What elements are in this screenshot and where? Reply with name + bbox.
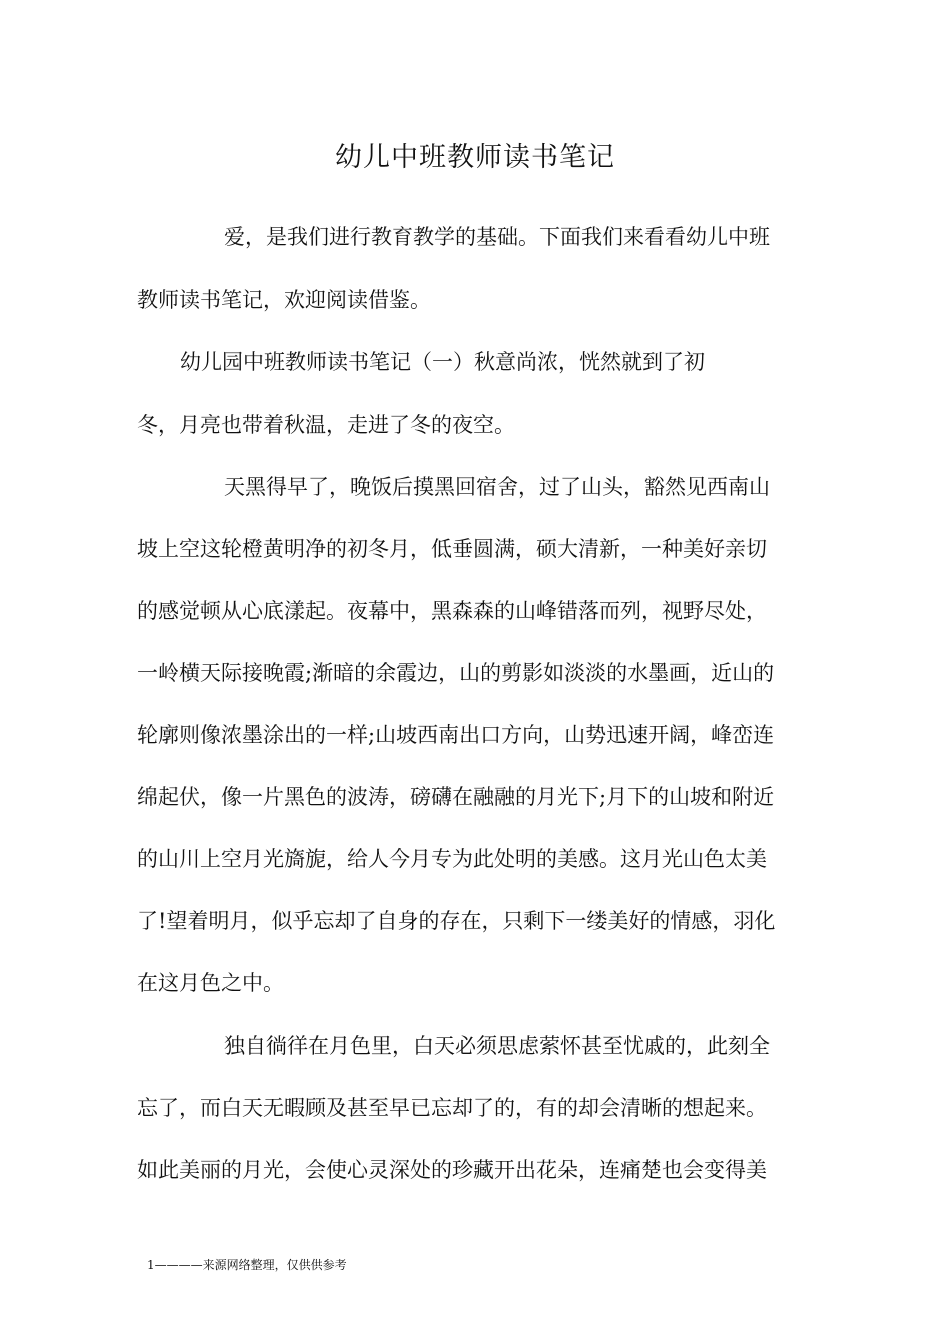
paragraph-line: 教师读书笔记，欢迎阅读借鉴。	[137, 288, 431, 312]
paragraph-line: 忘了，而白天无暇顾及甚至早已忘却了的，有的却会清晰的想起来。	[137, 1096, 767, 1120]
paragraph-line: 绵起伏，像一片黑色的波涛，磅礴在融融的月光下;月下的山坡和附近	[137, 785, 775, 809]
paragraph-line: 轮廓则像浓墨涂出的一样;山坡西南出口方向，山势迅速开阔，峰峦连	[137, 723, 775, 747]
paragraph-line: 如此美丽的月光，会使心灵深处的珍藏开出花朵，连痛楚也会变得美	[137, 1158, 767, 1182]
paragraph-line: 一岭横天际接晚霞;渐暗的余霞边，山的剪影如淡淡的水墨画，近山的	[137, 661, 775, 685]
paragraph-line: 天黑得早了，晚饭后摸黑回宿舍，过了山头，豁然见西南山	[224, 475, 770, 499]
paragraph-line: 独自徜徉在月色里，白天必须思虑萦怀甚至忧戚的，此刻全	[224, 1034, 770, 1058]
paragraph-line: 幼儿园中班教师读书笔记（一）秋意尚浓，恍然就到了初	[180, 350, 705, 374]
paragraph-line: 在这月色之中。	[137, 971, 284, 995]
paragraph-line: 冬，月亮也带着秋温，走进了冬的夜空。	[137, 413, 515, 437]
paragraph-line: 坡上空这轮橙黄明净的初冬月，低垂圆满，硕大清新，一种美好亲切	[137, 537, 767, 561]
page-title: 幼儿中班教师读书笔记	[335, 142, 615, 173]
paragraph-line: 爱，是我们进行教育教学的基础。下面我们来看看幼儿中班	[224, 225, 770, 249]
paragraph-line: 的感觉顿从心底漾起。夜幕中，黑森森的山峰错落而列，视野尽处，	[137, 599, 767, 623]
paragraph-line: 了!望着明月，似乎忘却了自身的存在，只剩下一缕美好的情感，羽化	[137, 909, 776, 933]
paragraph-line: 的山川上空月光旖旎，给人今月专为此处明的美感。这月光山色太美	[137, 847, 767, 871]
page-footer: 1————来源网络整理，仅供供参考	[147, 1258, 347, 1272]
